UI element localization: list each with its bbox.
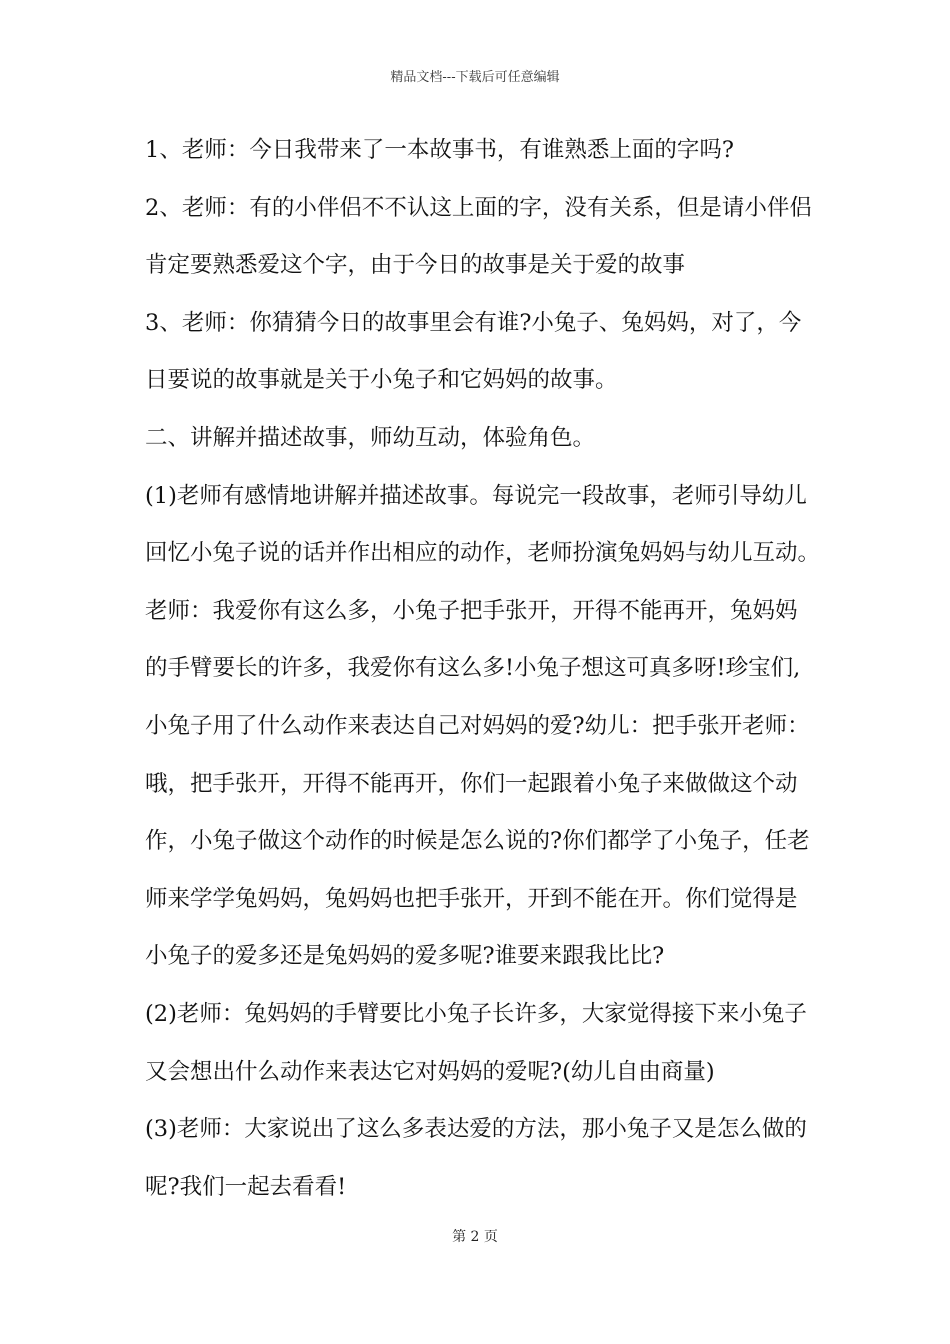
text-line: 又会想出什么动作来表达它对妈妈的爱呢?(幼儿自由商量) bbox=[145, 1058, 715, 1085]
text-line: 肯定要熟悉爱这个字，由于今日的故事是关于爱的故事 bbox=[145, 252, 686, 279]
text-line: 的手臂要长的许多，我爱你有这么多!小兔子想这可真多呀!珍宝们, bbox=[145, 655, 801, 682]
text-line: 1、老师：今日我带来了一本故事书，有谁熟悉上面的字吗? bbox=[145, 137, 734, 163]
text-line: 日要说的故事就是关于小兔子和它妈妈的故事。 bbox=[145, 367, 618, 394]
text-line: 师来学学兔妈妈，兔妈妈也把手张开，开到不能在开。你们觉得是 bbox=[145, 885, 798, 912]
text-line: 小兔子用了什么动作来表达自己对妈妈的爱?幼儿：把手张开老师： bbox=[145, 712, 810, 739]
page-number: 第 2 页 bbox=[452, 1229, 498, 1245]
text-line: 老师：我爱你有这么多，小兔子把手张开，开得不能再开，兔妈妈 bbox=[145, 597, 798, 624]
document-body bbox=[145, 128, 820, 1222]
text-line: 2、老师：有的小伴侣不不认这上面的字，没有关系，但是请小伴侣 bbox=[145, 194, 812, 221]
text-line: (2)老师：兔妈妈的手臂要比小兔子长许多，大家觉得接下来小兔子 bbox=[145, 1000, 807, 1027]
text-line: (3)老师：大家说出了这么多表达爱的方法，那小兔子又是怎么做的 bbox=[145, 1116, 807, 1143]
text-line: 哦，把手张开，开得不能再开，你们一起跟着小兔子来做做这个动 bbox=[145, 770, 798, 797]
text-line: 小兔子的爱多还是兔妈妈的爱多呢?谁要来跟我比比? bbox=[145, 943, 665, 970]
text-line: 二、讲解并描述故事，师幼互动，体验角色。 bbox=[145, 424, 596, 451]
text-line: 呢?我们一起去看看! bbox=[145, 1173, 347, 1200]
page-header: 精品文档---下载后可任意编辑 bbox=[390, 70, 560, 85]
text-line: 作，小兔子做这个动作的时候是怎么说的?你们都学了小兔子，任老 bbox=[145, 828, 810, 855]
text-line: (1)老师有感情地讲解并描述故事。每说完一段故事，老师引导幼儿 bbox=[145, 482, 807, 509]
text-line: 3、老师：你猜猜今日的故事里会有谁?小兔子、兔妈妈，对了，今 bbox=[145, 309, 802, 336]
text-line: 回忆小兔子说的话并作出相应的动作，老师扮演兔妈妈与幼儿互动。 bbox=[145, 540, 821, 567]
